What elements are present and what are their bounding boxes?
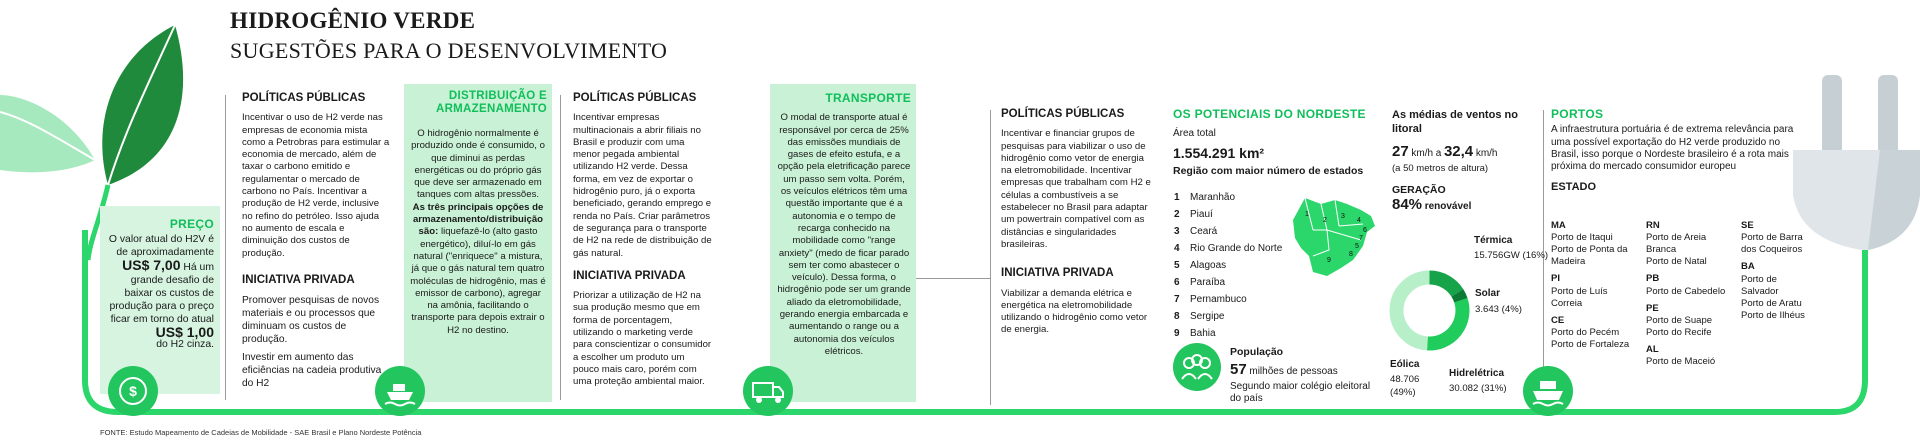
people-icon <box>1173 343 1221 391</box>
termica-name: Térmica <box>1474 235 1513 246</box>
preco-line2: Há um grande desafio de baixar os custos de produção para o preço ficar em torno do atual <box>109 262 214 325</box>
list-item: 1 Maranhão <box>1174 192 1236 203</box>
solar-value: 3.643 (4%) <box>1475 304 1522 316</box>
preco-section <box>100 218 214 352</box>
portos-col2 <box>1646 215 1731 368</box>
eolica-name: Eólica <box>1390 359 1420 370</box>
port-item: Porto de Ilhéus <box>1741 309 1805 321</box>
port-item: Porto de Suape <box>1646 314 1713 326</box>
ventos-a: a <box>1435 148 1442 159</box>
transporte-text: O modal de transporte atual é responsável por cerca de 25% das emissões mundiais de gases de efeito estufa, e a opção pela eletrificação parece um passo sem volta. Porém, os veículos elétricos têm uma questão importante que é a autonomia e o tempo de recarga conhecido na mobilidade como "range anxiety" (medo de ficar parado sem ter como abastecer o veículo). Dessa forma, o hidrogênio pode ser um grande aliado da eletromobilidade, gerando energia embarcada e aumentando o range ou a autonomia dos veículos elétricos. <box>777 112 911 357</box>
leaf-icon <box>102 25 183 185</box>
port-item: Porto de Ponta da Madeira <box>1551 244 1628 268</box>
list-item: 6 Paraíba <box>1174 277 1226 288</box>
nordeste-area-label: Área total <box>1173 128 1216 140</box>
divider <box>560 95 561 400</box>
preco-value2: US$ 1,00 <box>155 324 214 341</box>
politicas1-heading: POLÍTICAS PÚBLICAS <box>242 92 366 104</box>
divider <box>225 95 226 400</box>
port-item: Porto de Areia Branca <box>1646 232 1707 256</box>
portos-col1 <box>1551 215 1636 351</box>
estado-label: ESTADO <box>1551 181 1597 194</box>
port-item: Porto de Fortaleza <box>1551 338 1630 350</box>
uf-rn: RN <box>1646 220 1660 231</box>
distribuicao-bold: As três principais opções de armazenamento/distribuição são: <box>412 201 544 238</box>
pop-value: 57 <box>1230 361 1247 379</box>
list-item: 8 Sergipe <box>1174 311 1225 322</box>
pop-unit: milhões de pessoas <box>1249 366 1338 378</box>
donut-segment-solar <box>1457 293 1461 300</box>
ventos-values <box>1392 143 1532 160</box>
page-title: HIDROGÊNIO VERDE <box>230 8 476 33</box>
uf-ma: MA <box>1551 220 1566 231</box>
dollar-icon-circle <box>108 366 158 416</box>
uf-pi: PI <box>1551 273 1560 285</box>
preco-line1: O valor atual do H2V é de aproximadamente <box>108 233 214 258</box>
politicas1-section <box>242 92 392 390</box>
donut-label-solar <box>1475 288 1545 317</box>
port-item: Porto de Natal <box>1646 256 1707 268</box>
politicas3-section <box>1001 108 1153 337</box>
nordeste-section <box>1173 108 1373 177</box>
svg-text:3: 3 <box>1341 213 1345 220</box>
port-item: Porto de Maceió <box>1646 356 1716 368</box>
politicas2-heading2: INICIATIVA PRIVADA <box>573 269 686 282</box>
portos-col3 <box>1741 215 1816 322</box>
preco-value1: US$ 7,00 <box>122 257 181 274</box>
list-item: 7 Pernambuco <box>1174 294 1247 305</box>
list-item: 2 Piauí <box>1174 209 1213 220</box>
energy-donut-chart <box>1387 268 1472 353</box>
donut-segment-térmica <box>1430 278 1458 293</box>
connector-line <box>915 278 990 279</box>
list-item: 4 Rio Grande do Norte <box>1174 243 1283 254</box>
svg-text:$: $ <box>129 383 137 399</box>
uf-se: SE <box>1741 220 1754 231</box>
svg-text:5: 5 <box>1355 243 1359 250</box>
ventos-v1: 27 <box>1392 143 1409 160</box>
list-item: 9 Bahia <box>1174 328 1216 339</box>
list-item: 5 Alagoas <box>1174 260 1227 271</box>
svg-text:7: 7 <box>1359 235 1363 242</box>
uf-ba: BA <box>1741 261 1755 273</box>
svg-text:8: 8 <box>1349 251 1353 258</box>
politicas3-heading: POLÍTICAS PÚBLICAS <box>1001 108 1125 120</box>
distribuicao-section <box>409 90 547 337</box>
port-item: Porto de Aratu <box>1741 297 1802 309</box>
politicas1-text2a: Promover pesquisas de novos materiais e ou processos que diminuam os custos de produção. <box>242 295 380 346</box>
nordeste-states-heading: Região com maior número de estados <box>1173 164 1364 177</box>
populacao-section <box>1230 346 1375 405</box>
distribuicao-heading: DISTRIBUIÇÃO E ARMAZENAMENTO <box>435 90 547 115</box>
divider <box>990 110 991 405</box>
ventos-heading: As médias de ventos no litoral <box>1392 109 1518 135</box>
pop-note: Segundo maior colégio eleitoral do país <box>1230 380 1371 404</box>
port-item: Porto do Pecém <box>1551 326 1620 338</box>
politicas2-section <box>573 92 713 389</box>
cargo-ship-icon <box>1523 366 1573 416</box>
dollar-icon <box>108 366 158 416</box>
geracao-suffix: renovável <box>1424 200 1472 212</box>
people-icon-circle <box>1173 343 1221 391</box>
politicas3-text: Incentivar e financiar grupos de pesquisas para viabilizar o uso de hidrogênio como vetor de energia na eletromobilidade. Incentivar empresas que trabalham com H2 e células a combustíveis a se estabelecer no Brasil para adaptar um powertrain compatível com as distâncias e singularidades brasileiras. <box>1001 128 1151 250</box>
nordeste-map <box>1283 190 1388 280</box>
ventos-unit1: km/h <box>1411 148 1434 159</box>
politicas2-heading: POLÍTICAS PÚBLICAS <box>573 92 697 104</box>
svg-text:4: 4 <box>1357 217 1361 224</box>
port-item: Porto de Luís Correia <box>1551 285 1608 309</box>
pop-line <box>1230 361 1375 379</box>
distribuicao-text2: liquefazê-lo (alto gasto energético), diluí-lo em gás natural ("enriquece" a mistura, já que o gás natural tem quatro moléculas de hidrogênio, mas é emissor de carbono), agregar na amônia, facilitando o transporte para depois extrair o H2 no destino. <box>410 226 546 336</box>
politicas1-text2b: Investir em aumento das eficiências na cadeia produtiva do H2 <box>242 352 382 390</box>
politicas2-text: Incentivar empresas multinacionais a abrir filiais no Brasil e produzir com uma menor pegada ambiental utilizando H2 verde. Dessa forma, em vez de exportar o hidrogênio puro, já o exporta beneficiado, gerando emprego e renda no País. Criar parâmetros de segurança para o transporte de H2 na rede de distribuição de gás natural. <box>573 112 712 259</box>
nordeste-heading: OS POTENCIAIS DO NORDESTE <box>1173 107 1366 121</box>
list-item: 3 Ceará <box>1174 226 1218 237</box>
eolica-value: 48.706 (49%) <box>1390 374 1420 398</box>
politicas2-text2: Priorizar a utilização de H2 na sua produção mesmo que em forma de porcentagem, utilizando o marketing verde para conscientizar o consumidor a escolher um produto um pouco mais caro, porém com uma proteção ambiental maior. <box>573 290 712 388</box>
ship-icon-circle <box>375 366 425 416</box>
geracao-value: 84% <box>1392 195 1423 213</box>
port-item: Porto de Itaqui <box>1551 232 1613 244</box>
preco-line3: do H2 cinza. <box>156 339 214 351</box>
politicas3-text2: Viabilizar a demanda elétrica e energética na eletromobilidade utilizando o hidrogênio como vetor de energia. <box>1001 287 1148 336</box>
ventos-unit2: km/h <box>1475 148 1498 159</box>
port-item: Porto do Recife <box>1646 326 1712 338</box>
truck-icon-circle <box>743 366 793 416</box>
uf-ce: CE <box>1551 314 1565 326</box>
truck-icon <box>743 366 793 416</box>
port-item: Porto de Salvador <box>1741 273 1779 297</box>
geracao-line <box>1392 195 1532 213</box>
hidreletrica-name: Hidrelétrica <box>1449 368 1505 379</box>
preco-heading: PREÇO <box>169 217 214 231</box>
cargo-ship-icon-circle <box>1523 366 1573 416</box>
donut-segment-hidrelétrica <box>1427 300 1462 343</box>
portos-section <box>1551 108 1801 194</box>
portos-heading: PORTOS <box>1551 107 1604 121</box>
svg-text:1: 1 <box>1305 211 1309 218</box>
page-subtitle: SUGESTÕES PARA O DESENVOLVIMENTO <box>230 38 668 63</box>
transporte-section <box>777 92 911 358</box>
svg-text:6: 6 <box>1363 227 1367 234</box>
politicas3-heading2: INICIATIVA PRIVADA <box>1001 267 1114 280</box>
ventos-v2: 32,4 <box>1443 143 1474 160</box>
donut-segment-eólica <box>1397 278 1430 344</box>
distribuicao-text1: O hidrogênio normalmente é produzido onde é consumido, o que diminui as perdas energéticas ou do próprio gás que deve ser armazenado em tanques com altas pressões. <box>411 128 545 201</box>
termica-value: 15.756GW (16%) <box>1474 250 1549 262</box>
distribuicao-body <box>409 202 547 337</box>
donut-label-eolica <box>1390 359 1440 399</box>
svg-text:2: 2 <box>1323 217 1327 224</box>
portos-text: A infraestrutura portuária é de extrema relevância para uma possível exportação do H2 verde produzido no Brasil, isso porque o Nordeste brasileiro é a rota mais próxima do mercado consumidor europeu <box>1551 124 1794 173</box>
ventos-section <box>1392 108 1532 213</box>
hidreletrica-value: 30.082 (31%) <box>1449 383 1507 395</box>
uf-pe: PE <box>1646 302 1659 314</box>
uf-pb: PB <box>1646 273 1660 285</box>
politicas1-text: Incentivar o uso de H2 verde nas empresas de economia mista como a Petrobras para estimular a economia de mercado, além de taxar o carbono emitido e regulamentar o mercado de carbono no País. Incentivar a produção de H2 verde, inclusive no refino do petróleo. Isso ajuda no aumento de escala e diminuição dos custos de produção. <box>242 112 390 259</box>
uf-al: AL <box>1646 343 1659 355</box>
ventos-note: (a 50 metros de altura) <box>1392 163 1489 175</box>
svg-text:9: 9 <box>1327 257 1331 264</box>
nordeste-area-value: 1.554.291 km² <box>1173 144 1265 161</box>
source-note: FONTE: Estudo Mapeamento de Cadeias de Mobilidade - SAE Brasil e Plano Nordeste Potência <box>100 428 422 437</box>
transporte-heading: TRANSPORTE <box>825 91 911 105</box>
geracao-label: GERAÇÃO <box>1392 183 1446 196</box>
politicas1-heading2: INICIATIVA PRIVADA <box>242 273 355 286</box>
port-item: Porto de Cabedelo <box>1646 285 1726 297</box>
ship-icon <box>375 366 425 416</box>
pop-label: População <box>1230 346 1284 358</box>
solar-name: Solar <box>1475 288 1501 299</box>
port-item: Porto de Barra dos Coqueiros <box>1741 232 1803 256</box>
